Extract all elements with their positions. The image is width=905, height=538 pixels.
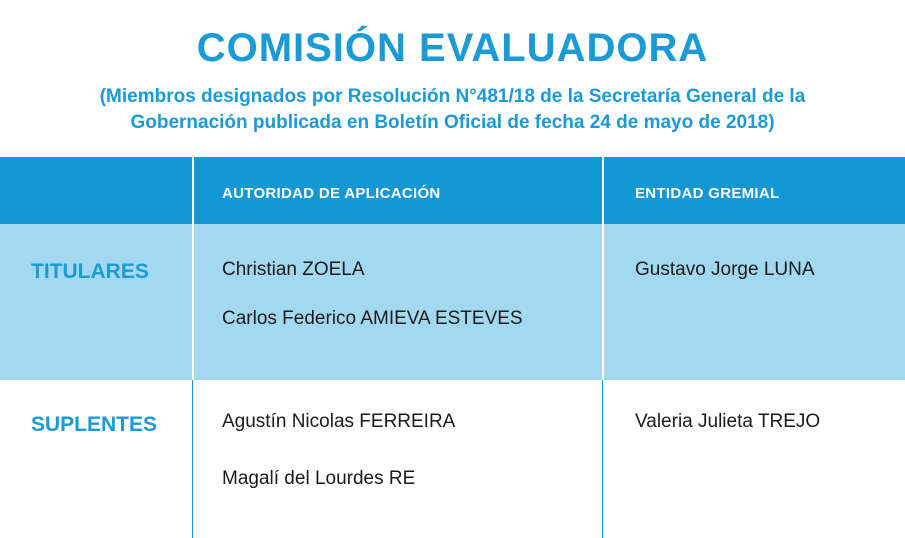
member-name: Christian ZOELA bbox=[222, 259, 365, 280]
table-row bbox=[0, 224, 905, 380]
member-name: Carlos Federico AMIEVA ESTEVES bbox=[222, 308, 523, 329]
column-header-autoridad: AUTORIDAD DE APLICACIÓN bbox=[222, 185, 441, 202]
subtitle-line-1: (Miembros designados por Resolución N°481/18 de la Secretaría General de la bbox=[99, 86, 806, 107]
member-name: Agustín Nicolas FERREIRA bbox=[222, 411, 456, 432]
column-header-gremial: ENTIDAD GREMIAL bbox=[635, 185, 780, 202]
subtitle-line-2: Gobernación publicada en Boletín Oficial de fecha 24 de mayo de 2018) bbox=[130, 112, 775, 133]
members-table bbox=[0, 157, 905, 538]
page-subtitle bbox=[30, 84, 875, 136]
row-label-titulares: TITULARES bbox=[31, 260, 149, 283]
column-divider bbox=[192, 380, 193, 538]
table-header-row bbox=[0, 157, 905, 224]
member-name: Gustavo Jorge LUNA bbox=[635, 259, 815, 280]
member-name: Magalí del Lourdes RE bbox=[222, 468, 416, 489]
row-label-suplentes: SUPLENTES bbox=[31, 413, 158, 436]
page-title: COMISIÓN EVALUADORA bbox=[196, 26, 709, 70]
table-row bbox=[0, 380, 905, 538]
member-name: Valeria Julieta TREJO bbox=[635, 411, 821, 432]
column-divider bbox=[602, 380, 603, 538]
